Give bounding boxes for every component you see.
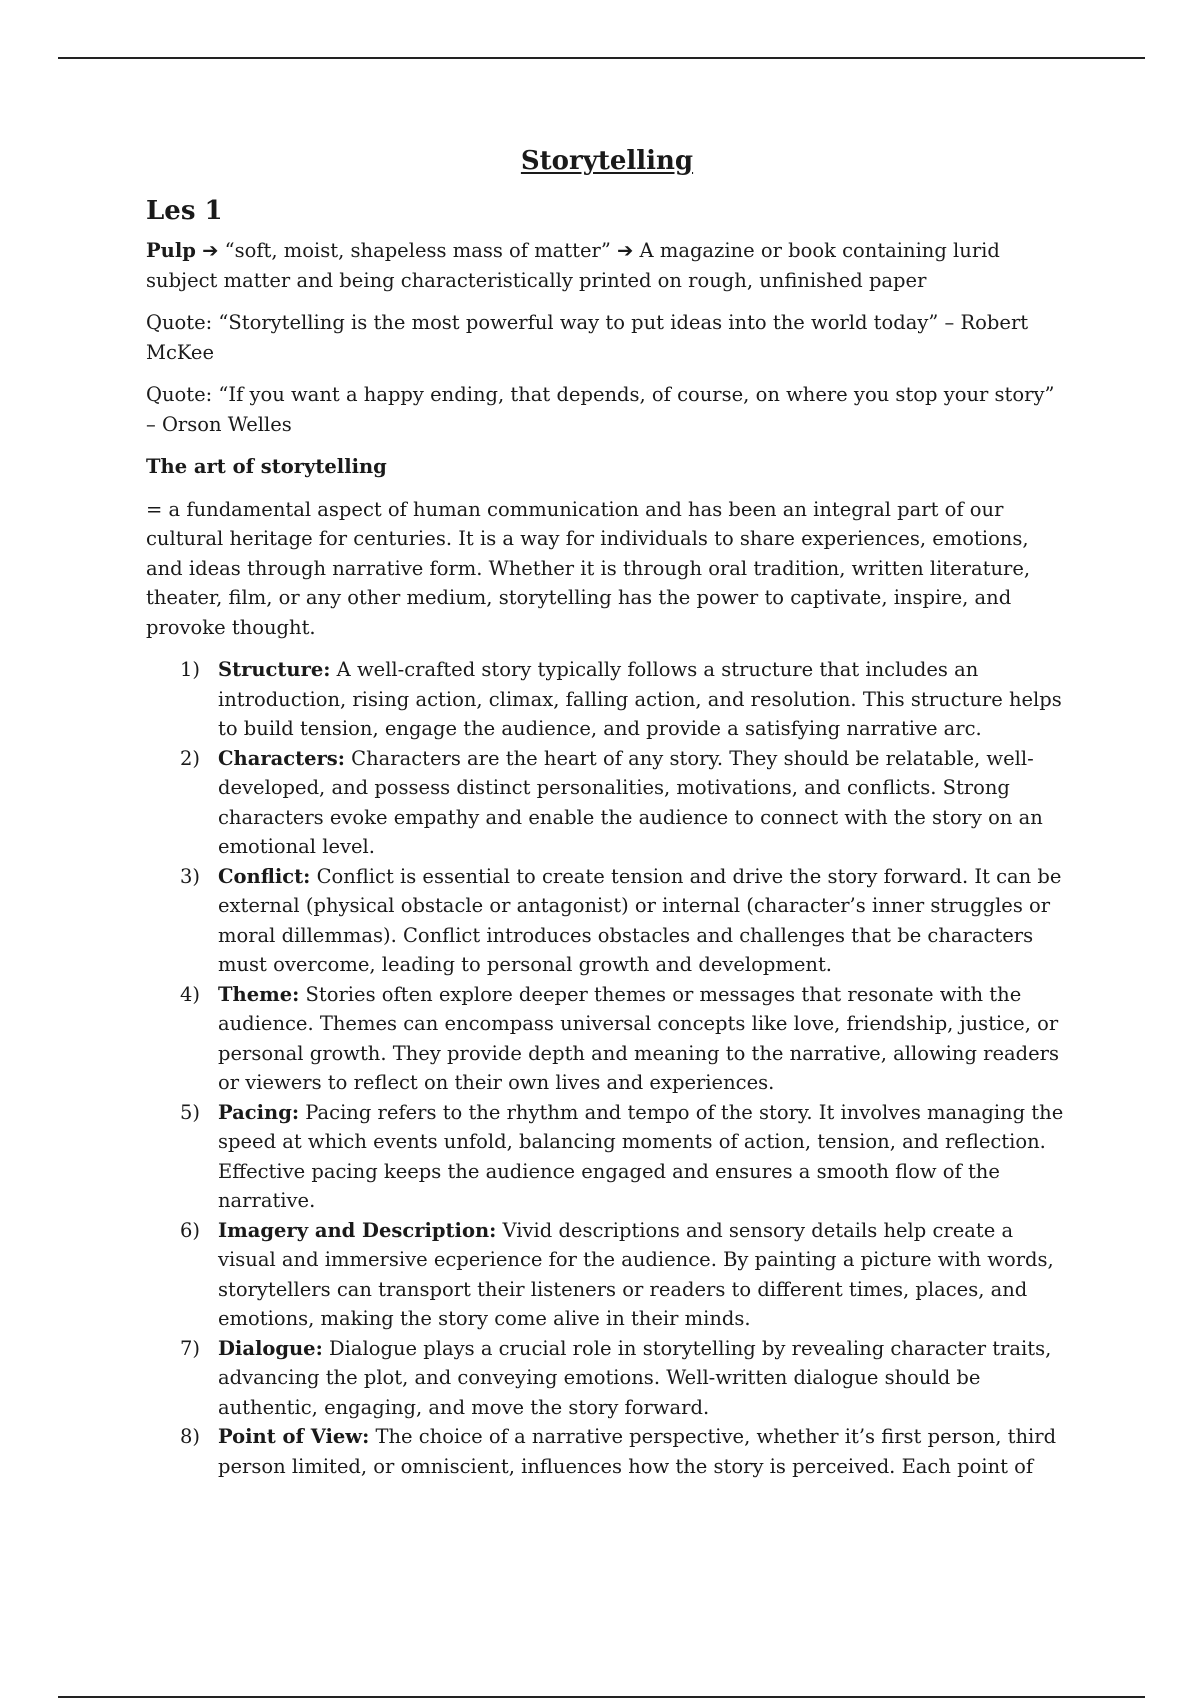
list-item-term: Theme: bbox=[218, 982, 300, 1006]
list-item bbox=[146, 862, 1068, 980]
list-item-number: 6) bbox=[180, 1218, 201, 1242]
pulp-text: ➔ “soft, moist, shapeless mass of matter” ➔ A magazine or book containing lurid subject matter and being characteristically printed on rough, unfinished paper bbox=[146, 239, 1000, 292]
list-item bbox=[146, 655, 1068, 744]
list-item bbox=[146, 1098, 1068, 1216]
list-item-term: Conflict: bbox=[218, 864, 311, 888]
list-item-text: Vivid descriptions and sensory details help create a visual and immersive ecperience for the audience. By painting a picture with words, storytellers can transport their listeners or readers to different times, places, and emotions, making the story come alive in their minds. bbox=[218, 1218, 1054, 1330]
list-item-text: A well-crafted story typically follows a structure that includes an introduction, rising action, climax, falling action, and resolution. This structure helps to build tension, engage the audience, and provide a satisfying narrative arc. bbox=[218, 658, 1062, 740]
list-item-number: 7) bbox=[180, 1336, 201, 1360]
list-item bbox=[146, 980, 1068, 1098]
quote-mckee: Quote: “Storytelling is the most powerful way to put ideas into the world today” – Robert McKee bbox=[146, 311, 1029, 364]
list-item-text: Pacing refers to the rhythm and tempo of the story. It involves managing the speed at which events unfold, balancing moments of action, tension, and reflection. Effective pacing keeps the audience engaged and ensures a smooth flow of the narrative. bbox=[218, 1100, 1064, 1212]
section-intro: = a fundamental aspect of human communication and has been an integral part of our cultural heritage for centuries. It is a way for individuals to share experiences, emotions, and ideas through narrative form. Whether it is through oral tradition, written literature, theater, film, or any other medium, storytelling has the power to captivate, inspire, and provoke thought. bbox=[146, 497, 1031, 639]
list-item-number: 1) bbox=[180, 658, 201, 681]
list-item bbox=[146, 744, 1068, 862]
list-item-text: The choice of a narrative perspective, whether it’s first person, third person limited, or omniscient, influences how the story is perceived. Each point of bbox=[218, 1425, 1057, 1478]
list-item bbox=[146, 1334, 1068, 1423]
section-heading: The art of storytelling bbox=[146, 455, 387, 478]
footer-rule bbox=[58, 1696, 1145, 1698]
list-item-text: Stories often explore deeper themes or messages that resonate with the audience. Themes can encompass universal concepts like love, friendship, justice, or personal growth. They provide depth and meaning to the narrative, allowing readers or viewers to reflect on their own lives and experiences. bbox=[218, 982, 1059, 1094]
list-item-number: 4) bbox=[180, 982, 201, 1006]
list-item-text: Conflict is essential to create tension and drive the story forward. It can be external (physical obstacle or antagonist) or internal (character’s inner struggles or moral dillemmas). Conflict introduces obstacles and challenges that be characters must overcome, leading to personal growth and development. bbox=[218, 864, 1062, 976]
list-item-term: Dialogue: bbox=[218, 1336, 323, 1360]
list-item-number: 3) bbox=[180, 864, 201, 888]
list-item-term: Characters: bbox=[218, 746, 345, 770]
list-item-term: Pacing: bbox=[218, 1100, 300, 1124]
list-item bbox=[146, 1216, 1068, 1334]
list-item-text: Characters are the heart of any story. They should be relatable, well-developed, and possess distinct personalities, motivations, and conflicts. Strong characters evoke empathy and enable the audience to connect with the story on an emotional level. bbox=[218, 746, 1043, 858]
document-title: Storytelling bbox=[520, 146, 694, 176]
list-item-number: 2) bbox=[180, 746, 201, 770]
list-item-number: 5) bbox=[180, 1100, 201, 1124]
list-item-number: 8) bbox=[180, 1425, 201, 1448]
document-page bbox=[146, 130, 1068, 1481]
list-item-term: Point of View: bbox=[218, 1425, 370, 1448]
list-item-term: Structure: bbox=[218, 658, 331, 681]
pulp-term: Pulp bbox=[146, 239, 196, 262]
pulp-definition bbox=[146, 236, 1068, 295]
lesson-heading: Les 1 bbox=[146, 196, 223, 226]
header-rule bbox=[58, 57, 1145, 59]
list-item-term: Imagery and Description: bbox=[218, 1218, 497, 1242]
storytelling-elements-list bbox=[146, 655, 1068, 1481]
list-item bbox=[146, 1422, 1068, 1481]
list-item-text: Dialogue plays a crucial role in storytelling by revealing character traits, advancing the plot, and conveying emotions. Well-written dialogue should be authentic, engaging, and move the story forward. bbox=[218, 1336, 1052, 1419]
quote-welles: Quote: “If you want a happy ending, that depends, of course, on where you stop your story” – Orson Welles bbox=[146, 383, 1055, 436]
